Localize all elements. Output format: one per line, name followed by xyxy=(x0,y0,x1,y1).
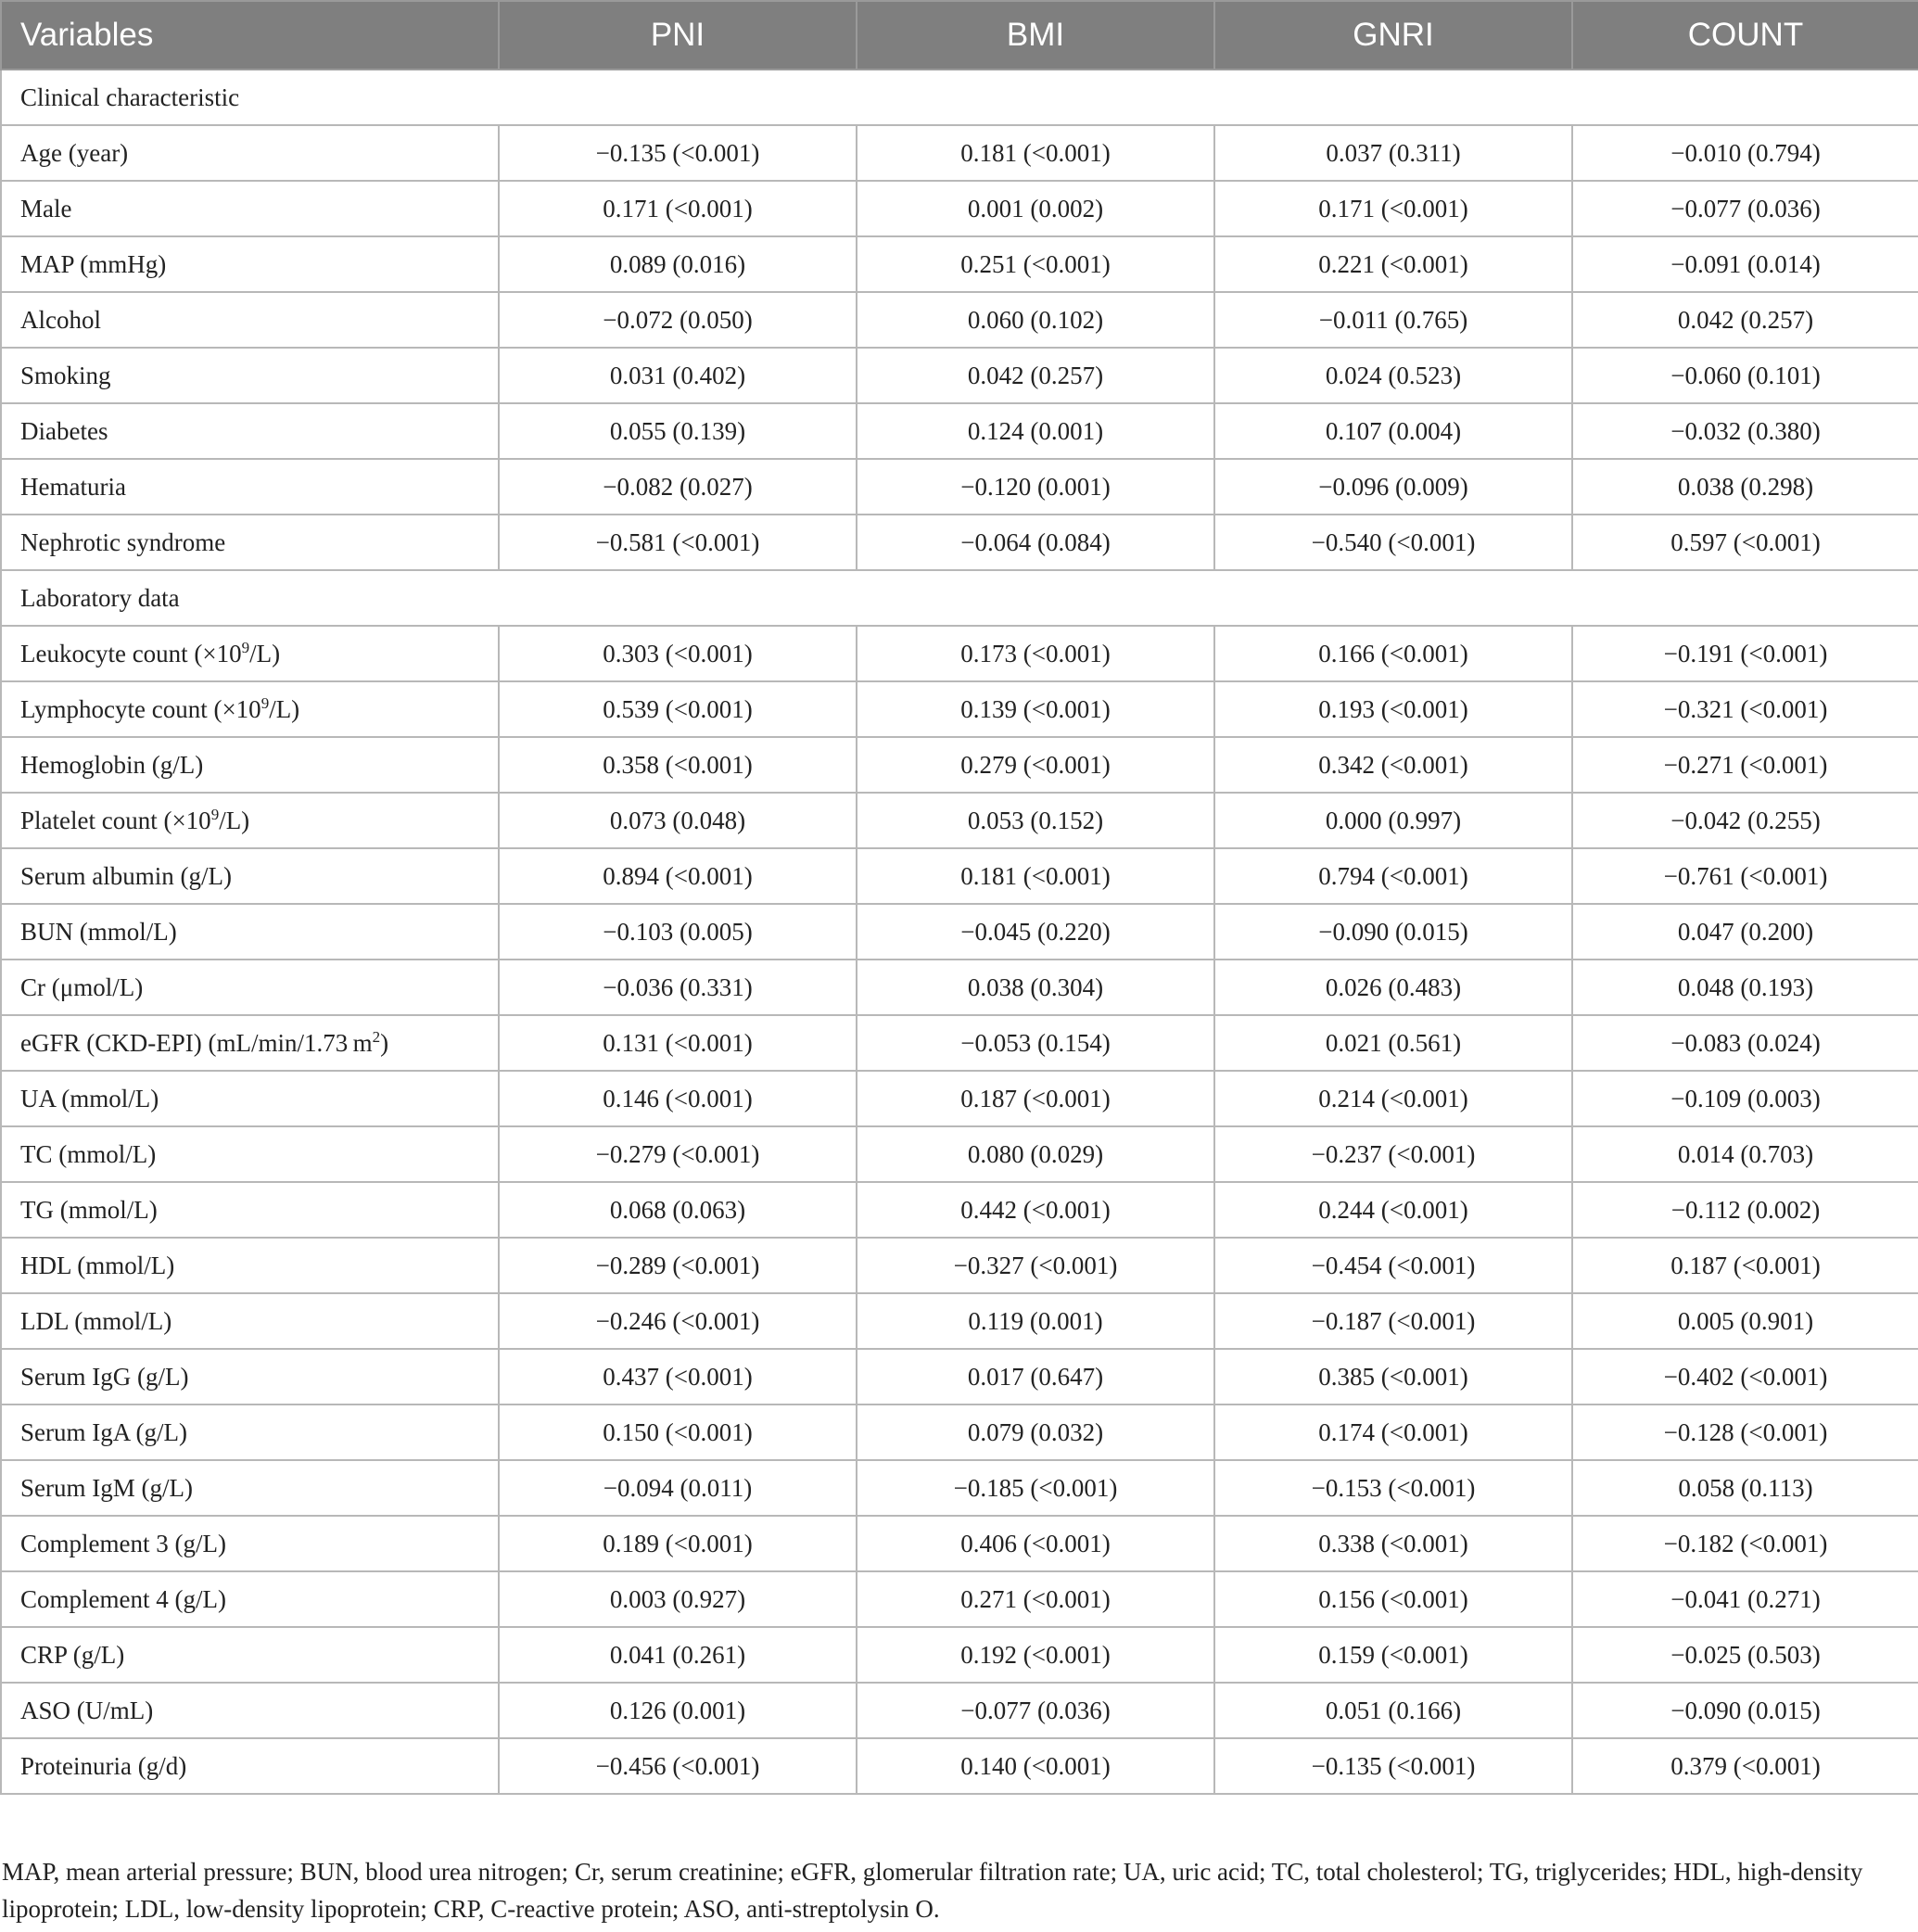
variable-cell xyxy=(1,292,499,348)
variable-cell xyxy=(1,403,499,459)
value-cell-bmi: −0.045 (0.220) xyxy=(857,904,1214,960)
table-row xyxy=(1,348,1918,403)
table-row xyxy=(1,1460,1918,1516)
value-cell-count: −0.032 (0.380) xyxy=(1572,403,1918,459)
variable-label: Complement 3 (g/L) xyxy=(20,1529,226,1557)
table-row xyxy=(1,1349,1918,1405)
value-cell-count: −0.109 (0.003) xyxy=(1572,1071,1918,1126)
variable-label-suffix: /L) xyxy=(249,639,281,667)
value-cell-pni: 0.539 (<0.001) xyxy=(499,681,857,737)
table-row xyxy=(1,1238,1918,1293)
variable-cell xyxy=(1,236,499,292)
value-cell-bmi: −0.053 (0.154) xyxy=(857,1015,1214,1071)
value-cell-pni: 0.150 (<0.001) xyxy=(499,1405,857,1460)
header-row xyxy=(1,1,1918,70)
value-cell-gnri: 0.193 (<0.001) xyxy=(1214,681,1572,737)
value-cell-count: 0.005 (0.901) xyxy=(1572,1293,1918,1349)
value-cell-gnri: 0.385 (<0.001) xyxy=(1214,1349,1572,1405)
variable-label: HDL (mmol/L) xyxy=(20,1251,175,1279)
variable-label: TG (mmol/L) xyxy=(20,1195,158,1224)
value-cell-bmi: −0.120 (0.001) xyxy=(857,459,1214,515)
value-cell-bmi: 0.140 (<0.001) xyxy=(857,1738,1214,1794)
variable-cell xyxy=(1,1071,499,1126)
column-header-variables: Variables xyxy=(1,1,499,70)
value-cell-gnri: 0.794 (<0.001) xyxy=(1214,848,1572,904)
value-cell-bmi: −0.064 (0.084) xyxy=(857,515,1214,570)
value-cell-pni: 0.031 (0.402) xyxy=(499,348,857,403)
table-row xyxy=(1,459,1918,515)
variable-cell xyxy=(1,626,499,681)
table-row xyxy=(1,1293,1918,1349)
value-cell-pni: −0.072 (0.050) xyxy=(499,292,857,348)
value-cell-pni: 0.437 (<0.001) xyxy=(499,1349,857,1405)
value-cell-count: −0.060 (0.101) xyxy=(1572,348,1918,403)
value-cell-gnri: 0.026 (0.483) xyxy=(1214,960,1572,1015)
value-cell-gnri: −0.096 (0.009) xyxy=(1214,459,1572,515)
value-cell-bmi: 0.181 (<0.001) xyxy=(857,125,1214,181)
value-cell-gnri: −0.011 (0.765) xyxy=(1214,292,1572,348)
table-row xyxy=(1,236,1918,292)
variable-cell xyxy=(1,1738,499,1794)
value-cell-count: 0.014 (0.703) xyxy=(1572,1126,1918,1182)
value-cell-pni: 0.073 (0.048) xyxy=(499,793,857,848)
variable-cell xyxy=(1,459,499,515)
variable-cell xyxy=(1,681,499,737)
value-cell-pni: −0.581 (<0.001) xyxy=(499,515,857,570)
value-cell-bmi: 0.181 (<0.001) xyxy=(857,848,1214,904)
value-cell-bmi: 0.042 (0.257) xyxy=(857,348,1214,403)
value-cell-pni: −0.103 (0.005) xyxy=(499,904,857,960)
variable-label: LDL (mmol/L) xyxy=(20,1306,172,1335)
value-cell-count: −0.090 (0.015) xyxy=(1572,1683,1918,1738)
variable-cell xyxy=(1,737,499,793)
value-cell-count: −0.083 (0.024) xyxy=(1572,1015,1918,1071)
value-cell-gnri: 0.214 (<0.001) xyxy=(1214,1071,1572,1126)
variable-cell xyxy=(1,1182,499,1238)
value-cell-pni: 0.131 (<0.001) xyxy=(499,1015,857,1071)
table-row xyxy=(1,292,1918,348)
table-row xyxy=(1,403,1918,459)
value-cell-pni: −0.036 (0.331) xyxy=(499,960,857,1015)
variable-label: Cr (μmol/L) xyxy=(20,972,144,1001)
column-header-count: COUNT xyxy=(1572,1,1918,70)
value-cell-gnri: 0.166 (<0.001) xyxy=(1214,626,1572,681)
value-cell-count: −0.025 (0.503) xyxy=(1572,1627,1918,1683)
variable-cell xyxy=(1,1238,499,1293)
value-cell-bmi: 0.060 (0.102) xyxy=(857,292,1214,348)
variable-superscript: 2 xyxy=(372,1027,381,1046)
variable-label: MAP (mmHg) xyxy=(20,249,167,278)
column-header-gnri: GNRI xyxy=(1214,1,1572,70)
value-cell-bmi: −0.185 (<0.001) xyxy=(857,1460,1214,1516)
value-cell-gnri: −0.237 (<0.001) xyxy=(1214,1126,1572,1182)
value-cell-gnri: 0.221 (<0.001) xyxy=(1214,236,1572,292)
variable-label-suffix: /L) xyxy=(219,806,250,834)
value-cell-count: 0.058 (0.113) xyxy=(1572,1460,1918,1516)
value-cell-bmi: 0.119 (0.001) xyxy=(857,1293,1214,1349)
table-row xyxy=(1,960,1918,1015)
variable-label: Serum IgA (g/L) xyxy=(20,1417,187,1446)
variable-cell xyxy=(1,181,499,236)
variable-label: Serum albumin (g/L) xyxy=(20,861,232,890)
table-row xyxy=(1,1683,1918,1738)
value-cell-pni: 0.003 (0.927) xyxy=(499,1571,857,1627)
value-cell-pni: −0.094 (0.011) xyxy=(499,1460,857,1516)
value-cell-count: −0.761 (<0.001) xyxy=(1572,848,1918,904)
variable-cell xyxy=(1,904,499,960)
table-row xyxy=(1,181,1918,236)
value-cell-gnri: 0.174 (<0.001) xyxy=(1214,1405,1572,1460)
variable-label: Diabetes xyxy=(20,416,108,445)
column-header-bmi: BMI xyxy=(857,1,1214,70)
variable-cell xyxy=(1,1627,499,1683)
value-cell-gnri: 0.000 (0.997) xyxy=(1214,793,1572,848)
value-cell-count: −0.042 (0.255) xyxy=(1572,793,1918,848)
table-row xyxy=(1,848,1918,904)
table-row xyxy=(1,904,1918,960)
section-title: Laboratory data xyxy=(1,570,1918,626)
variable-cell xyxy=(1,1460,499,1516)
value-cell-pni: 0.189 (<0.001) xyxy=(499,1516,857,1571)
value-cell-bmi: 0.279 (<0.001) xyxy=(857,737,1214,793)
value-cell-bmi: 0.271 (<0.001) xyxy=(857,1571,1214,1627)
value-cell-count: 0.042 (0.257) xyxy=(1572,292,1918,348)
variable-label: Lymphocyte count (×10 xyxy=(20,694,261,723)
variable-label-suffix: ) xyxy=(380,1028,389,1057)
table-row xyxy=(1,1405,1918,1460)
section-title: Clinical characteristic xyxy=(1,70,1918,125)
value-cell-pni: 0.055 (0.139) xyxy=(499,403,857,459)
table-row xyxy=(1,515,1918,570)
value-cell-pni: −0.082 (0.027) xyxy=(499,459,857,515)
table-row xyxy=(1,681,1918,737)
variable-label: TC (mmol/L) xyxy=(20,1139,157,1168)
value-cell-count: −0.128 (<0.001) xyxy=(1572,1405,1918,1460)
value-cell-pni: 0.126 (0.001) xyxy=(499,1683,857,1738)
table-row xyxy=(1,1126,1918,1182)
table-row xyxy=(1,626,1918,681)
variable-cell xyxy=(1,1571,499,1627)
value-cell-pni: 0.303 (<0.001) xyxy=(499,626,857,681)
table-row xyxy=(1,1182,1918,1238)
value-cell-pni: 0.171 (<0.001) xyxy=(499,181,857,236)
variable-label: Platelet count (×10 xyxy=(20,806,211,834)
value-cell-pni: 0.146 (<0.001) xyxy=(499,1071,857,1126)
value-cell-gnri: 0.156 (<0.001) xyxy=(1214,1571,1572,1627)
value-cell-gnri: 0.244 (<0.001) xyxy=(1214,1182,1572,1238)
value-cell-bmi: 0.079 (0.032) xyxy=(857,1405,1214,1460)
variable-label: Male xyxy=(20,194,72,222)
variable-superscript: 9 xyxy=(241,638,250,656)
variable-label: Serum IgG (g/L) xyxy=(20,1362,189,1391)
value-cell-count: 0.047 (0.200) xyxy=(1572,904,1918,960)
variable-cell xyxy=(1,348,499,403)
value-cell-bmi: 0.038 (0.304) xyxy=(857,960,1214,1015)
variable-label: Proteinuria (g/d) xyxy=(20,1751,187,1780)
variable-cell xyxy=(1,1683,499,1738)
value-cell-count: −0.010 (0.794) xyxy=(1572,125,1918,181)
table-row xyxy=(1,737,1918,793)
value-cell-pni: −0.279 (<0.001) xyxy=(499,1126,857,1182)
variable-cell xyxy=(1,1293,499,1349)
variable-cell xyxy=(1,1349,499,1405)
variable-label: Alcohol xyxy=(20,305,101,334)
value-cell-bmi: 0.080 (0.029) xyxy=(857,1126,1214,1182)
value-cell-gnri: −0.187 (<0.001) xyxy=(1214,1293,1572,1349)
table-row xyxy=(1,1015,1918,1071)
value-cell-pni: 0.358 (<0.001) xyxy=(499,737,857,793)
value-cell-pni: −0.135 (<0.001) xyxy=(499,125,857,181)
variable-label: Serum IgM (g/L) xyxy=(20,1473,193,1502)
value-cell-gnri: 0.171 (<0.001) xyxy=(1214,181,1572,236)
value-cell-gnri: 0.021 (0.561) xyxy=(1214,1015,1572,1071)
value-cell-pni: 0.089 (0.016) xyxy=(499,236,857,292)
value-cell-count: 0.379 (<0.001) xyxy=(1572,1738,1918,1794)
value-cell-count: 0.038 (0.298) xyxy=(1572,459,1918,515)
table-header xyxy=(1,1,1918,70)
table-row xyxy=(1,793,1918,848)
value-cell-gnri: 0.051 (0.166) xyxy=(1214,1683,1572,1738)
section-row xyxy=(1,570,1918,626)
variable-cell xyxy=(1,848,499,904)
value-cell-gnri: −0.540 (<0.001) xyxy=(1214,515,1572,570)
value-cell-bmi: 0.406 (<0.001) xyxy=(857,1516,1214,1571)
value-cell-bmi: −0.327 (<0.001) xyxy=(857,1238,1214,1293)
value-cell-bmi: 0.192 (<0.001) xyxy=(857,1627,1214,1683)
variable-label: CRP (g/L) xyxy=(20,1640,125,1669)
value-cell-gnri: −0.454 (<0.001) xyxy=(1214,1238,1572,1293)
table-body xyxy=(1,70,1918,1794)
value-cell-count: 0.597 (<0.001) xyxy=(1572,515,1918,570)
value-cell-gnri: 0.342 (<0.001) xyxy=(1214,737,1572,793)
variable-label: eGFR (CKD-EPI) (mL/min/1.73 m xyxy=(20,1028,373,1057)
value-cell-bmi: 0.442 (<0.001) xyxy=(857,1182,1214,1238)
value-cell-pni: 0.068 (0.063) xyxy=(499,1182,857,1238)
table-row xyxy=(1,1738,1918,1794)
value-cell-bmi: 0.139 (<0.001) xyxy=(857,681,1214,737)
value-cell-count: −0.041 (0.271) xyxy=(1572,1571,1918,1627)
value-cell-gnri: −0.090 (0.015) xyxy=(1214,904,1572,960)
value-cell-bmi: 0.017 (0.647) xyxy=(857,1349,1214,1405)
value-cell-count: 0.187 (<0.001) xyxy=(1572,1238,1918,1293)
value-cell-gnri: −0.153 (<0.001) xyxy=(1214,1460,1572,1516)
value-cell-gnri: −0.135 (<0.001) xyxy=(1214,1738,1572,1794)
value-cell-bmi: 0.187 (<0.001) xyxy=(857,1071,1214,1126)
value-cell-pni: 0.041 (0.261) xyxy=(499,1627,857,1683)
value-cell-pni: −0.289 (<0.001) xyxy=(499,1238,857,1293)
value-cell-bmi: 0.053 (0.152) xyxy=(857,793,1214,848)
table-footnote: MAP, mean arterial pressure; BUN, blood urea nitrogen; Cr, serum creatinine; eGFR, glomerular filtration rate; UA, uric acid; TC, total cholesterol; TG, triglycerides; HDL, high-density lipoprotein; LDL, low-density lipoprotein; CRP, C-reactive protein; ASO, anti-streptolysin O. xyxy=(2,1858,1863,1923)
variable-label: ASO (U/mL) xyxy=(20,1696,154,1724)
variable-label-suffix: /L) xyxy=(269,694,300,723)
value-cell-count: −0.321 (<0.001) xyxy=(1572,681,1918,737)
variable-label: Age (year) xyxy=(20,138,129,167)
section-row xyxy=(1,70,1918,125)
value-cell-gnri: 0.159 (<0.001) xyxy=(1214,1627,1572,1683)
variable-label: UA (mmol/L) xyxy=(20,1084,159,1112)
variable-cell xyxy=(1,1126,499,1182)
variable-label: Smoking xyxy=(20,361,111,389)
value-cell-gnri: 0.107 (0.004) xyxy=(1214,403,1572,459)
table-row xyxy=(1,125,1918,181)
table-row xyxy=(1,1516,1918,1571)
value-cell-count: −0.271 (<0.001) xyxy=(1572,737,1918,793)
value-cell-bmi: 0.173 (<0.001) xyxy=(857,626,1214,681)
variable-label: Hematuria xyxy=(20,472,126,501)
value-cell-bmi: 0.251 (<0.001) xyxy=(857,236,1214,292)
value-cell-count: 0.048 (0.193) xyxy=(1572,960,1918,1015)
variable-cell xyxy=(1,125,499,181)
variable-cell xyxy=(1,515,499,570)
variable-cell xyxy=(1,793,499,848)
table-row xyxy=(1,1627,1918,1683)
value-cell-gnri: 0.024 (0.523) xyxy=(1214,348,1572,403)
value-cell-bmi: 0.124 (0.001) xyxy=(857,403,1214,459)
variable-cell xyxy=(1,1015,499,1071)
table-row xyxy=(1,1571,1918,1627)
variable-superscript: 9 xyxy=(260,693,270,712)
variable-superscript: 9 xyxy=(210,805,220,823)
variable-cell xyxy=(1,1405,499,1460)
variable-cell xyxy=(1,960,499,1015)
variable-label: BUN (mmol/L) xyxy=(20,917,177,946)
variable-label: Hemoglobin (g/L) xyxy=(20,750,204,779)
variable-label: Complement 4 (g/L) xyxy=(20,1584,226,1613)
value-cell-gnri: 0.037 (0.311) xyxy=(1214,125,1572,181)
value-cell-pni: −0.456 (<0.001) xyxy=(499,1738,857,1794)
value-cell-gnri: 0.338 (<0.001) xyxy=(1214,1516,1572,1571)
value-cell-count: −0.191 (<0.001) xyxy=(1572,626,1918,681)
variable-label: Nephrotic syndrome xyxy=(20,527,226,556)
value-cell-pni: −0.246 (<0.001) xyxy=(499,1293,857,1349)
value-cell-bmi: 0.001 (0.002) xyxy=(857,181,1214,236)
variable-label: Leukocyte count (×10 xyxy=(20,639,242,667)
value-cell-bmi: −0.077 (0.036) xyxy=(857,1683,1214,1738)
column-header-pni: PNI xyxy=(499,1,857,70)
value-cell-count: −0.182 (<0.001) xyxy=(1572,1516,1918,1571)
value-cell-count: −0.112 (0.002) xyxy=(1572,1182,1918,1238)
variable-cell xyxy=(1,1516,499,1571)
value-cell-count: −0.077 (0.036) xyxy=(1572,181,1918,236)
value-cell-pni: 0.894 (<0.001) xyxy=(499,848,857,904)
table-row xyxy=(1,1071,1918,1126)
value-cell-count: −0.402 (<0.001) xyxy=(1572,1349,1918,1405)
value-cell-count: −0.091 (0.014) xyxy=(1572,236,1918,292)
